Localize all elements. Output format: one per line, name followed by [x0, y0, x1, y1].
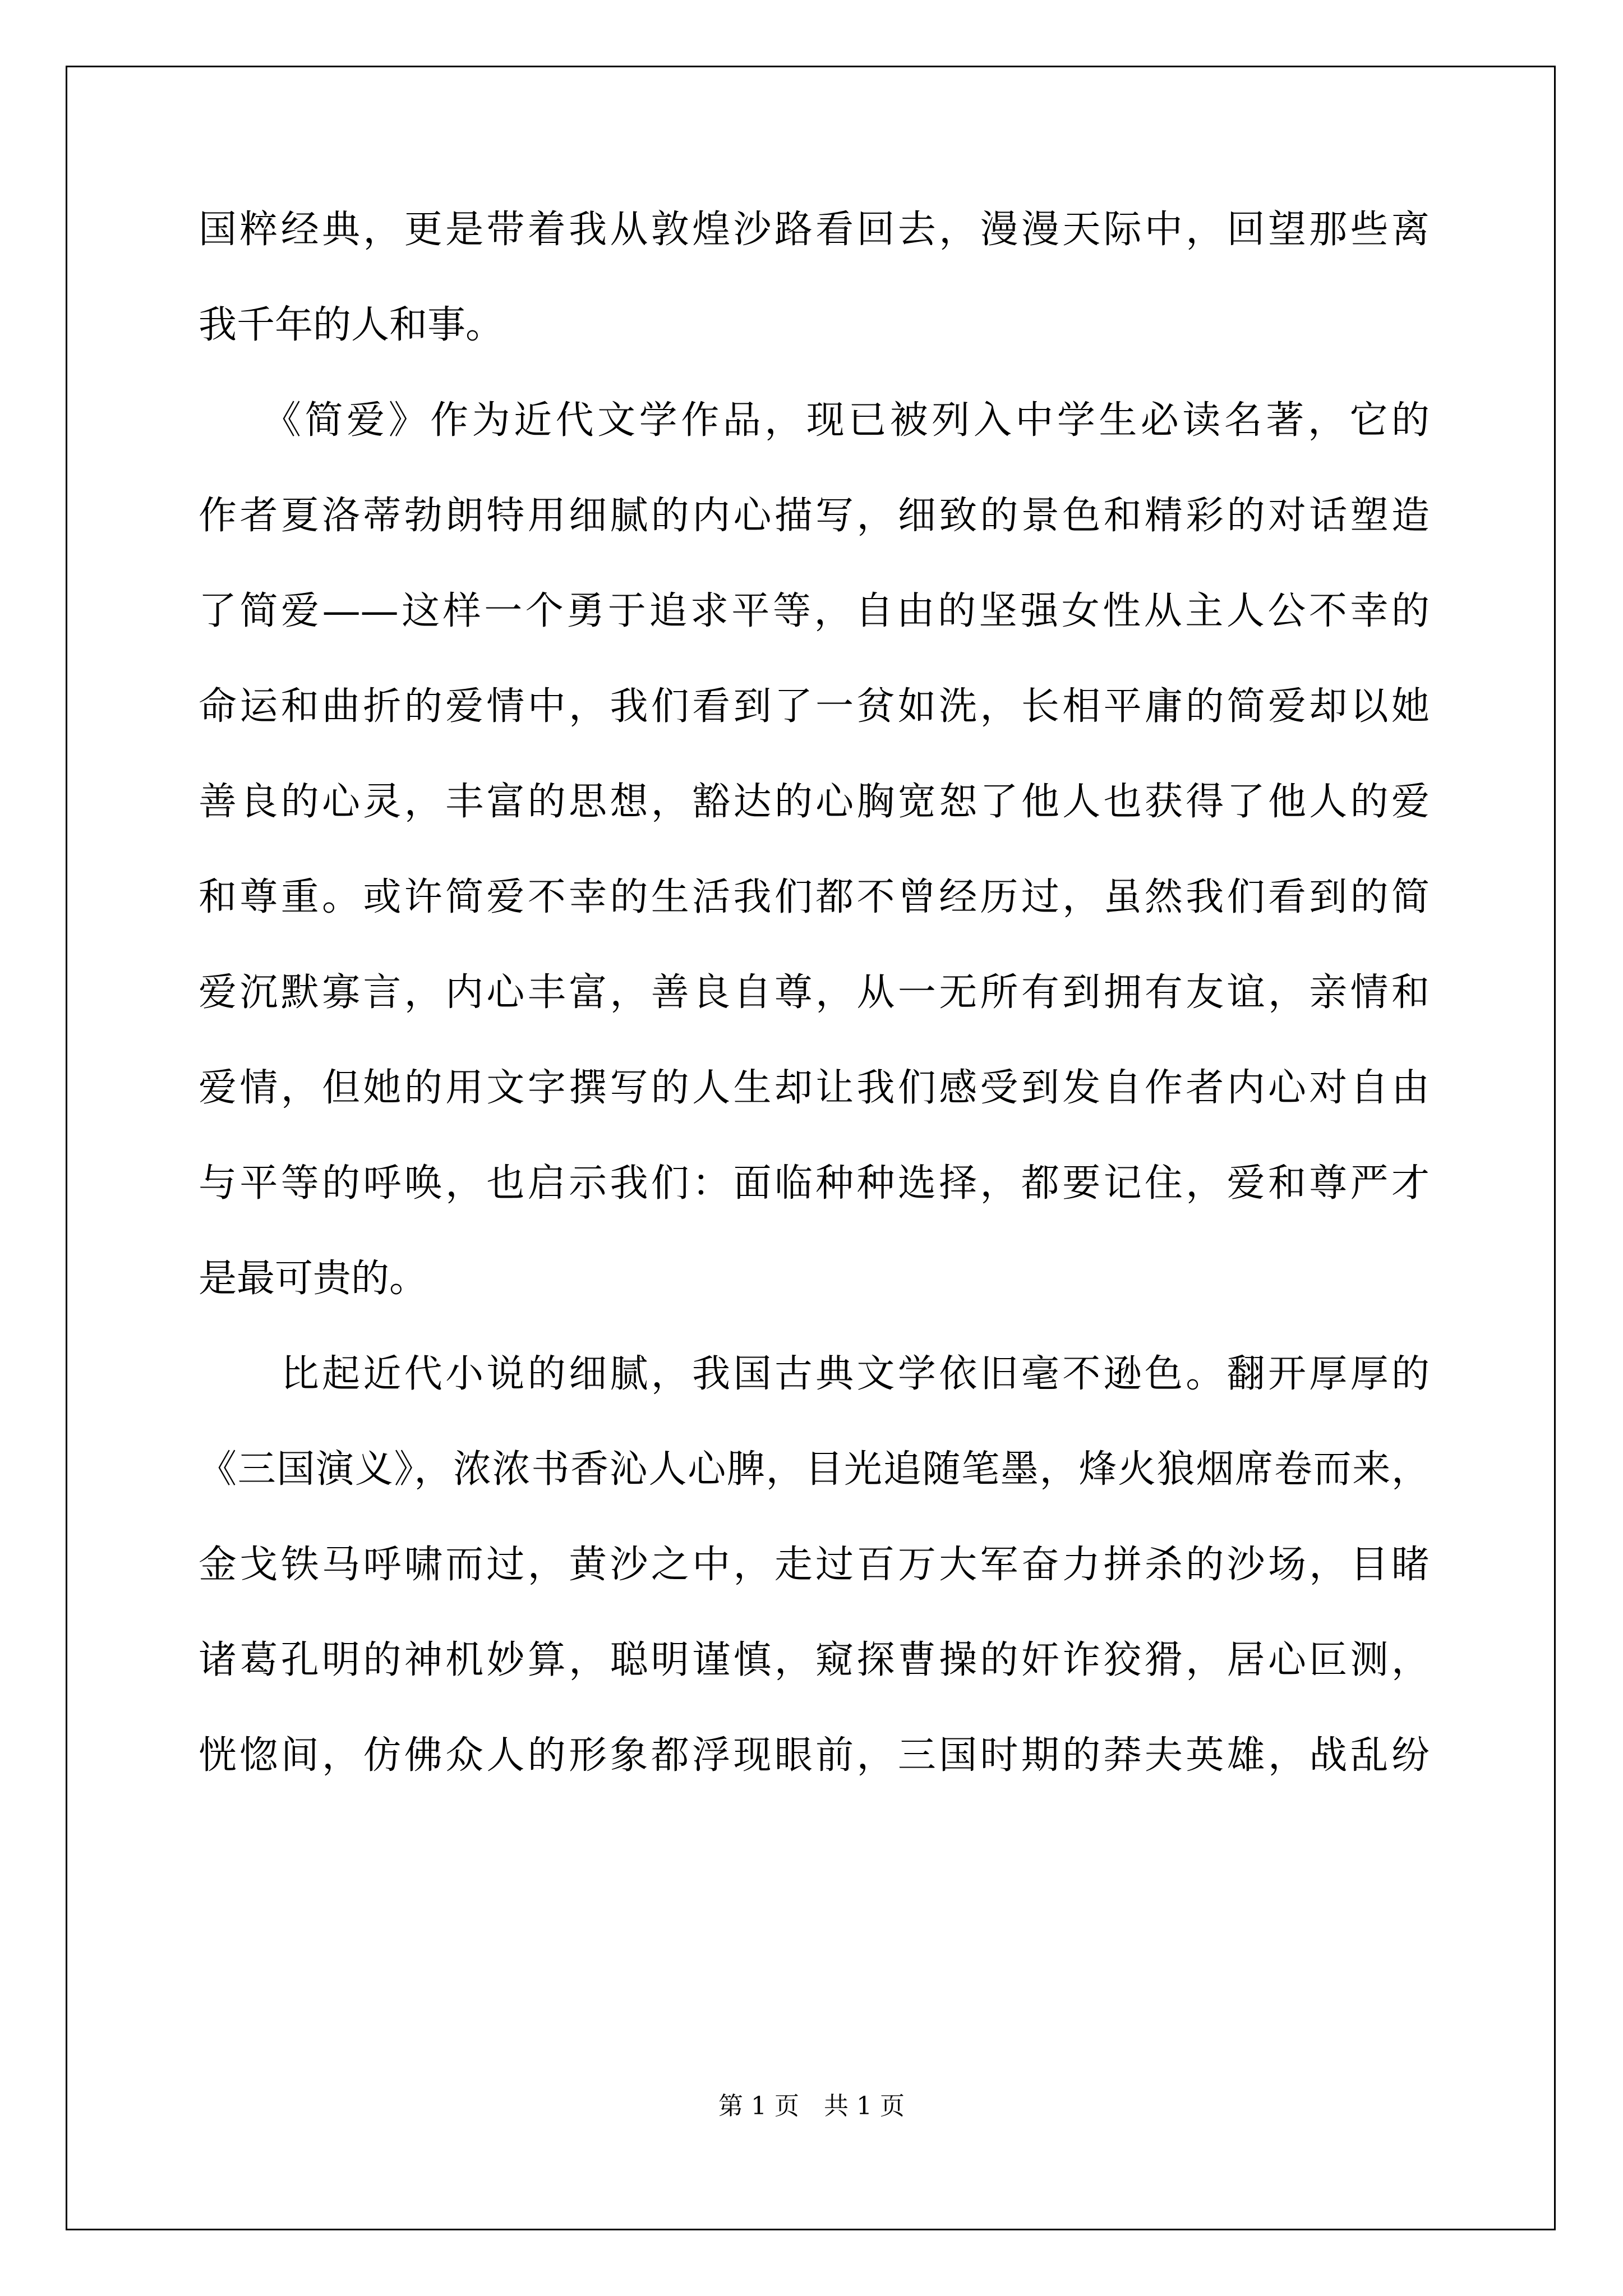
text-line: 我千年的人和事。	[199, 303, 504, 347]
text-line: 善良的心灵，丰富的思想，豁达的心胸宽恕了他人也获得了他人的爱	[199, 780, 1430, 824]
text-line: 《三国演义》，浓浓书香沁人心脾，目光追随笔墨，烽火狼烟席卷而来，	[199, 1447, 1430, 1492]
text-line: 国粹经典，更是带着我从敦煌沙路看回去，漫漫天际中，回望那些离	[199, 208, 1430, 252]
document-body	[199, 209, 1430, 1830]
text-line: 《简爱》作为近代文学作品，现已被列入中学生必读名著，它的	[199, 398, 1430, 443]
text-line: 是最可贵的。	[199, 1257, 428, 1301]
text-line: 了简爱——这样一个勇于追求平等，自由的坚强女性从主人公不幸的	[199, 589, 1430, 633]
text-line: 作者夏洛蒂勃朗特用细腻的内心描写，细致的景色和精彩的对话塑造	[199, 494, 1430, 538]
text-line: 爱沉默寡言，内心丰富，善良自尊，从一无所有到拥有友谊，亲情和	[199, 970, 1430, 1015]
text-line: 诸葛孔明的神机妙算，聪明谨慎，窥探曹操的奸诈狡猾，居心叵测，	[199, 1638, 1430, 1682]
text-line: 爱情，但她的用文字撰写的人生却让我们感受到发自作者内心对自由	[199, 1066, 1430, 1110]
text-line: 比起近代小说的细腻，我国古典文学依旧毫不逊色。翻开厚厚的	[199, 1352, 1430, 1396]
page-number-footer: 第 1 页 共 1 页	[718, 2092, 905, 2120]
text-line: 与平等的呼唤，也启示我们：面临种种选择，都要记住，爱和尊严才	[199, 1161, 1430, 1205]
text-line: 金戈铁马呼啸而过，黄沙之中，走过百万大军奋力拼杀的沙场，目睹	[199, 1543, 1430, 1587]
text-line: 命运和曲折的爱情中，我们看到了一贫如洗，长相平庸的简爱却以她	[199, 684, 1430, 729]
text-line: 恍惚间，仿佛众人的形象都浮现眼前，三国时期的莽夫英雄，战乱纷	[199, 1733, 1430, 1778]
text-line: 和尊重。或许简爱不幸的生活我们都不曾经历过，虽然我们看到的简	[199, 875, 1430, 919]
